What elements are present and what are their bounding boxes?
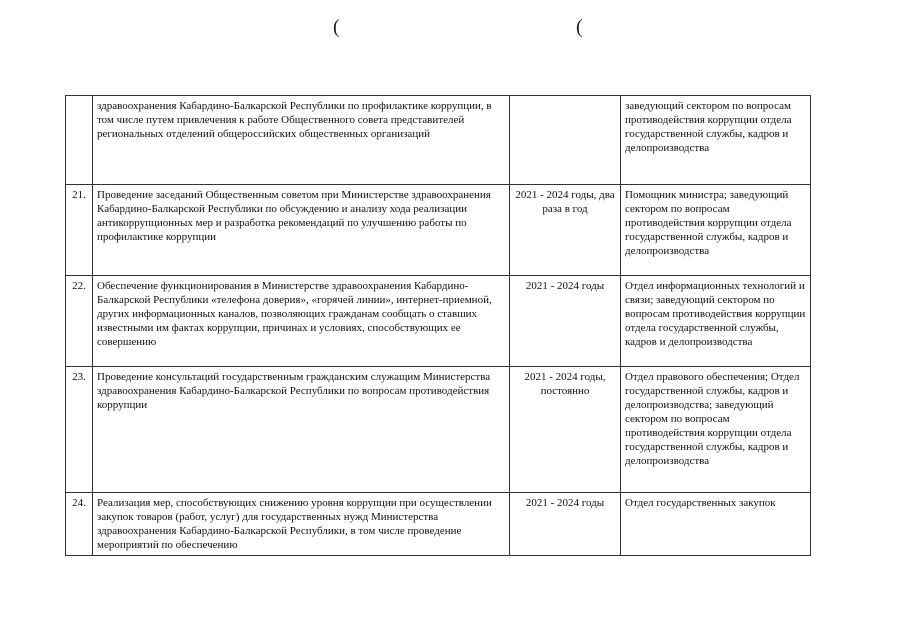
row-number: 21. xyxy=(66,185,93,276)
table-row xyxy=(66,96,811,185)
period-cell: 2021 - 2024 годы, постоянно xyxy=(510,367,621,493)
measure-cell: здравоохранения Кабардино-Балкарской Республики по профилактике коррупции, в том числе путем привлечения к работе Общественного совета представителей региональных отделений общероссийских общественных организаций xyxy=(93,96,510,185)
measure-cell: Проведение заседаний Общественным советом при Министерстве здравоохранения Кабардино-Балкарской Республики по обсуждению и анализу хода реализации антикоррупционных мер и разработка рекомендаций по улучшению работы по профилактике коррупции xyxy=(93,185,510,276)
period-cell: 2021 - 2024 годы xyxy=(510,276,621,367)
measure-cell: Обеспечение функционирования в Министерстве здравоохранения Кабардино-Балкарской Республики «телефона доверия», «горячей линии», интернет-приемной, других информационных каналов, позволяющих гражданам сообщать о ставших известными им фактах коррупции, причинах и условиях, способствующих ее совершению xyxy=(93,276,510,367)
measure-cell: Реализация мер, способствующих снижению уровня коррупции при осуществлении закупок товаров (работ, услуг) для государственных нужд Министерства здравоохранения Кабардино-Балкарской Республики, в том числе проведение мероприятий по обеспечению xyxy=(93,493,510,556)
period-cell: 2021 - 2024 годы xyxy=(510,493,621,556)
measure-cell: Проведение консультаций государственным гражданским служащим Министерства здравоохранения Кабардино-Балкарской Республики по вопросам противодействия коррупции xyxy=(93,367,510,493)
responsible-cell: заведующий сектором по вопросам противодействия коррупции отдела государственной службы, кадров и делопроизводства xyxy=(621,96,811,185)
table-row xyxy=(66,276,811,367)
responsible-cell: Отдел правового обеспечения; Отдел государственной службы, кадров и делопроизводства; заведующий сектором по вопросам противодействия коррупции отдела государственной службы, кадров и делопроизводства xyxy=(621,367,811,493)
period-cell xyxy=(510,96,621,185)
responsible-cell: Отдел государственных закупок xyxy=(621,493,811,556)
row-number: 24. xyxy=(66,493,93,556)
responsible-cell: Помощник министра; заведующий сектором по вопросам противодействия коррупции отдела государственной службы, кадров и делопроизводства xyxy=(621,185,811,276)
table-row xyxy=(66,493,811,556)
row-number: 22. xyxy=(66,276,93,367)
table-row xyxy=(66,367,811,493)
responsible-cell: Отдел информационных технологий и связи; заведующий сектором по вопросам противодействия коррупции отдела государственной службы, кадров и делопроизводства xyxy=(621,276,811,367)
scan-mark-left: ( xyxy=(333,16,340,38)
row-number xyxy=(66,96,93,185)
table-row xyxy=(66,185,811,276)
period-cell: 2021 - 2024 годы, два раза в год xyxy=(510,185,621,276)
measures-table xyxy=(65,95,811,556)
row-number: 23. xyxy=(66,367,93,493)
scan-mark-right: ( xyxy=(576,16,583,38)
